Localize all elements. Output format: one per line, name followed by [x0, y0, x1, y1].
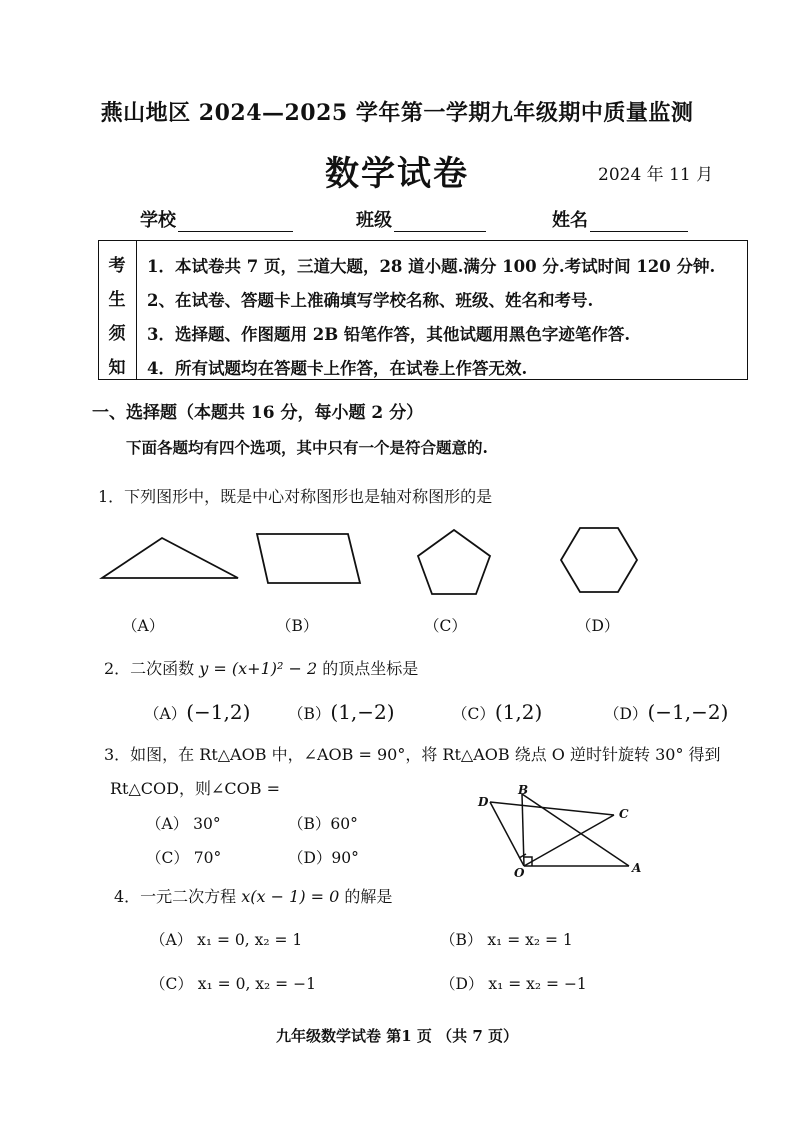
q3-option-c: （C） 70°: [146, 849, 222, 867]
school-label: 学校: [140, 210, 176, 231]
section-instruction: 下面各题均有四个选项，其中只有一个是符合题意的.: [126, 438, 488, 457]
question-4-text: [114, 884, 392, 907]
question-1-text: 1．下列图形中，既是中心对称图形也是轴对称图形的是: [98, 487, 493, 506]
question-3-line1: 3．如图，在 Rt△AOB 中，∠AOB = 90°，将 Rt△AOB 绕点 O 逆时针旋转 30° 得到: [104, 745, 721, 764]
q3-option-b: （B）60°: [288, 815, 358, 833]
notice-side-char: 须: [108, 324, 126, 344]
pentagon-shape: [418, 530, 490, 594]
q2-option-c-label: （C）: [452, 705, 495, 723]
q2-option-b-value: (1,−2): [330, 700, 395, 724]
q2-option-d-value: (−1,−2): [647, 700, 729, 724]
question-1-shapes: [90, 526, 690, 606]
section-heading: 一、选择题（本题共 16 分，每小题 2 分）: [92, 403, 424, 423]
q1-option-a-label: （A）: [122, 617, 165, 635]
name-label: 姓名: [552, 210, 588, 231]
q2-suffix: 的顶点坐标是: [322, 659, 419, 678]
notice-side-char: 生: [108, 290, 126, 310]
class-field: [356, 206, 486, 232]
exam-notice-box: [98, 240, 748, 380]
q4-option-c: （C） x₁ = 0, x₂ = −1: [150, 975, 316, 993]
class-blank: [394, 213, 486, 232]
q2-formula: y = (x+1)² − 2: [199, 659, 318, 678]
q1-option-b-label: （B）: [276, 617, 319, 635]
q4-option-b: （B） x₁ = x₂ = 1: [440, 931, 573, 949]
q2-option-a: [144, 700, 250, 724]
q4-option-a: （A） x₁ = 0, x₂ = 1: [150, 931, 303, 949]
school-blank: [178, 213, 293, 232]
q2-option-a-label: （A）: [144, 705, 187, 723]
notice-side-label: [99, 241, 137, 379]
q4-suffix: 的解是: [344, 887, 393, 906]
question-3-line2: Rt△COD，则∠COB =: [110, 779, 280, 798]
class-label: 班级: [356, 210, 392, 231]
point-label-b: B: [518, 783, 529, 797]
q1-option-d-label: （D）: [576, 617, 620, 635]
q2-prefix: 2．二次函数: [104, 659, 195, 678]
page-footer: 九年级数学试卷 第1 页 （共 7 页）: [276, 1027, 518, 1045]
point-label-c: C: [619, 807, 629, 821]
q2-option-d-label: （D）: [604, 705, 648, 723]
parallelogram-shape: [257, 534, 360, 583]
school-field: [140, 206, 293, 232]
q4-option-d: （D） x₁ = x₂ = −1: [440, 975, 587, 993]
notice-item: 4．所有试题均在答题卡上作答，在试卷上作答无效.: [147, 359, 528, 378]
q2-option-b-label: （B）: [288, 705, 331, 723]
q1-option-c-label: （C）: [424, 617, 467, 635]
notice-item: 3．选择题、作图题用 2B 铅笔作答，其他试题用黑色字迹笔作答.: [147, 325, 631, 344]
name-field: [552, 206, 688, 232]
q3-option-a: （A） 30°: [146, 815, 221, 833]
q2-option-c-value: (1,2): [494, 700, 543, 724]
question-2-text: [104, 656, 418, 679]
rotation-figure: [474, 782, 654, 882]
notice-item: 1．本试卷共 7 页，三道大题，28 道小题.满分 100 分.考试时间 120 分钟.: [147, 257, 716, 276]
q4-prefix: 4．一元二次方程: [114, 887, 237, 906]
q2-option-a-value: (−1,2): [186, 700, 251, 724]
q2-option-c: [452, 700, 542, 724]
point-label-d: D: [478, 795, 489, 809]
notice-side-char: 知: [108, 358, 126, 378]
notice-side-char: 考: [108, 256, 126, 276]
exam-header-title: 燕山地区 2024—2025 学年第一学期九年级期中质量监测: [100, 100, 694, 126]
exam-date: 2024 年 11 月: [598, 165, 714, 185]
exam-subject-title: 数学试卷: [325, 154, 469, 194]
q3-option-d: （D）90°: [288, 849, 359, 867]
point-label-a: A: [632, 861, 642, 875]
triangle-shape: [102, 538, 238, 578]
hexagon-shape: [561, 528, 637, 592]
q2-option-d: [604, 700, 728, 724]
point-label-o: O: [514, 866, 525, 880]
name-blank: [590, 213, 688, 232]
q4-formula: x(x − 1) = 0: [241, 887, 340, 906]
notice-item: 2、在试卷、答题卡上准确填写学校名称、班级、姓名和考号.: [147, 291, 594, 310]
q2-option-b: [288, 700, 395, 724]
